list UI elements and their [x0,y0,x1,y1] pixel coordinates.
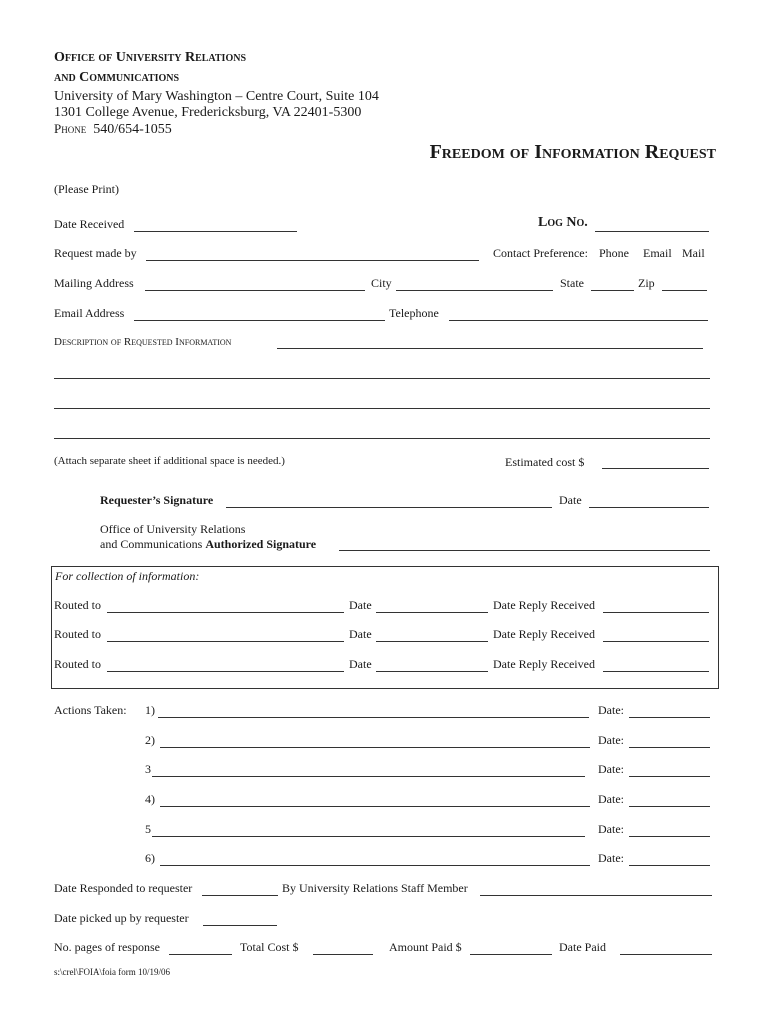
office-line2 [100,537,316,552]
mailing-address-label: Mailing Address [54,276,134,290]
date-picked-up-label: Date picked up by requester [54,911,189,925]
reply-received-field-1[interactable] [603,612,709,613]
signature-date-field[interactable] [589,507,709,508]
action-date-label-3: Date: [598,762,624,776]
action-date-field-3[interactable] [629,776,710,777]
contact-option-mail[interactable]: Mail [682,246,705,260]
staff-member-field[interactable] [480,895,712,896]
authorized-signature-field[interactable] [339,550,710,551]
routed-to-field-2[interactable] [107,641,344,642]
telephone-label: Telephone [389,306,439,320]
estimated-cost-label: Estimated cost $ [505,455,585,469]
attach-note: (Attach separate sheet if additional space is needed.) [54,455,285,467]
routed-to-label-3: Routed to [54,657,101,671]
reply-received-field-3[interactable] [603,671,709,672]
reply-received-label-2: Date Reply Received [493,627,595,641]
action-field-6[interactable] [160,865,590,866]
action-number-3: 3 [145,762,151,776]
action-date-field-2[interactable] [629,747,710,748]
please-print-note: (Please Print) [54,182,119,196]
routed-date-field-3[interactable] [376,671,488,672]
contact-option-email[interactable]: Email [643,246,672,260]
amount-paid-field[interactable] [470,954,552,955]
request-made-by-field[interactable] [146,260,479,261]
description-field-line4[interactable] [54,438,710,439]
reply-received-field-2[interactable] [603,641,709,642]
action-number-4: 4) [145,792,155,806]
staff-member-label: By University Relations Staff Member [282,881,468,895]
contact-preference-label: Contact Preference: [493,246,588,260]
org-name-line2: and Communications [54,70,180,85]
action-field-3[interactable] [152,776,585,777]
routed-to-field-3[interactable] [107,671,344,672]
action-number-6: 6) [145,851,155,865]
phone-number: 540/654-1055 [93,122,172,137]
file-reference: s:\crel\FOIA\foia form 10/19/06 [54,967,170,977]
date-received-field[interactable] [134,231,297,232]
description-field-line1[interactable] [277,348,703,349]
routed-to-field-1[interactable] [107,612,344,613]
office-line2-text: and Communications [100,537,203,551]
email-address-label: Email Address [54,306,125,320]
routed-date-field-2[interactable] [376,641,488,642]
requester-signature-field[interactable] [226,507,552,508]
address-line1: University of Mary Washington – Centre Court, Suite 104 [54,89,379,104]
log-no-field[interactable] [595,231,709,232]
collection-box-heading: For collection of information: [55,569,200,583]
requester-signature-label: Requester’s Signature [100,493,214,507]
state-label: State [560,276,584,290]
action-date-field-6[interactable] [629,865,710,866]
total-cost-label: Total Cost $ [240,940,299,954]
phone-label: Phone [54,121,87,136]
action-field-4[interactable] [160,806,590,807]
action-date-label-4: Date: [598,792,624,806]
action-field-2[interactable] [160,747,590,748]
action-number-1: 1) [145,703,155,717]
org-name-line1: Office of University Relations [54,50,247,65]
actions-taken-label: Actions Taken: [54,703,127,717]
date-paid-label: Date Paid [559,940,606,954]
city-label: City [371,276,392,290]
phone-line [54,121,172,138]
date-received-label: Date Received [54,217,125,231]
no-pages-label: No. pages of response [54,940,160,954]
description-field-line2[interactable] [54,378,710,379]
date-paid-field[interactable] [620,954,712,955]
zip-label: Zip [638,276,655,290]
address-line2: 1301 College Avenue, Fredericksburg, VA 22401-5300 [54,105,362,120]
action-date-field-4[interactable] [629,806,710,807]
description-field-line3[interactable] [54,408,710,409]
office-line1: Office of University Relations [100,522,246,536]
date-picked-up-field[interactable] [203,925,277,926]
zip-field[interactable] [662,290,707,291]
no-pages-field[interactable] [169,954,232,955]
mailing-address-field[interactable] [145,290,365,291]
routed-date-field-1[interactable] [376,612,488,613]
email-address-field[interactable] [134,320,385,321]
amount-paid-label: Amount Paid $ [389,940,462,954]
action-field-1[interactable] [158,717,589,718]
reply-received-label-1: Date Reply Received [493,598,595,612]
description-label: Description of Requested Information [54,336,232,348]
reply-received-label-3: Date Reply Received [493,657,595,671]
action-field-5[interactable] [152,836,585,837]
telephone-field[interactable] [449,320,708,321]
date-responded-label: Date Responded to requester [54,881,193,895]
action-date-label-1: Date: [598,703,624,717]
city-field[interactable] [396,290,553,291]
action-date-label-6: Date: [598,851,624,865]
date-responded-field[interactable] [202,895,278,896]
action-number-2: 2) [145,733,155,747]
authorized-signature-label: Authorized Signature [205,537,317,551]
action-number-5: 5 [145,822,151,836]
routed-date-label-2: Date [349,627,372,641]
total-cost-field[interactable] [313,954,373,955]
routed-to-label-2: Routed to [54,627,101,641]
request-made-by-label: Request made by [54,246,137,260]
log-no-label: Log No. [538,215,588,230]
signature-date-label: Date [559,493,582,507]
action-date-field-5[interactable] [629,836,710,837]
routed-date-label-3: Date [349,657,372,671]
routed-date-label-1: Date [349,598,372,612]
form-title: Freedom of Information Request [429,141,716,163]
estimated-cost-field[interactable] [602,468,709,469]
state-field[interactable] [591,290,634,291]
action-date-field-1[interactable] [629,717,710,718]
action-date-label-5: Date: [598,822,624,836]
contact-option-phone[interactable]: Phone [599,246,629,260]
action-date-label-2: Date: [598,733,624,747]
routed-to-label-1: Routed to [54,598,101,612]
